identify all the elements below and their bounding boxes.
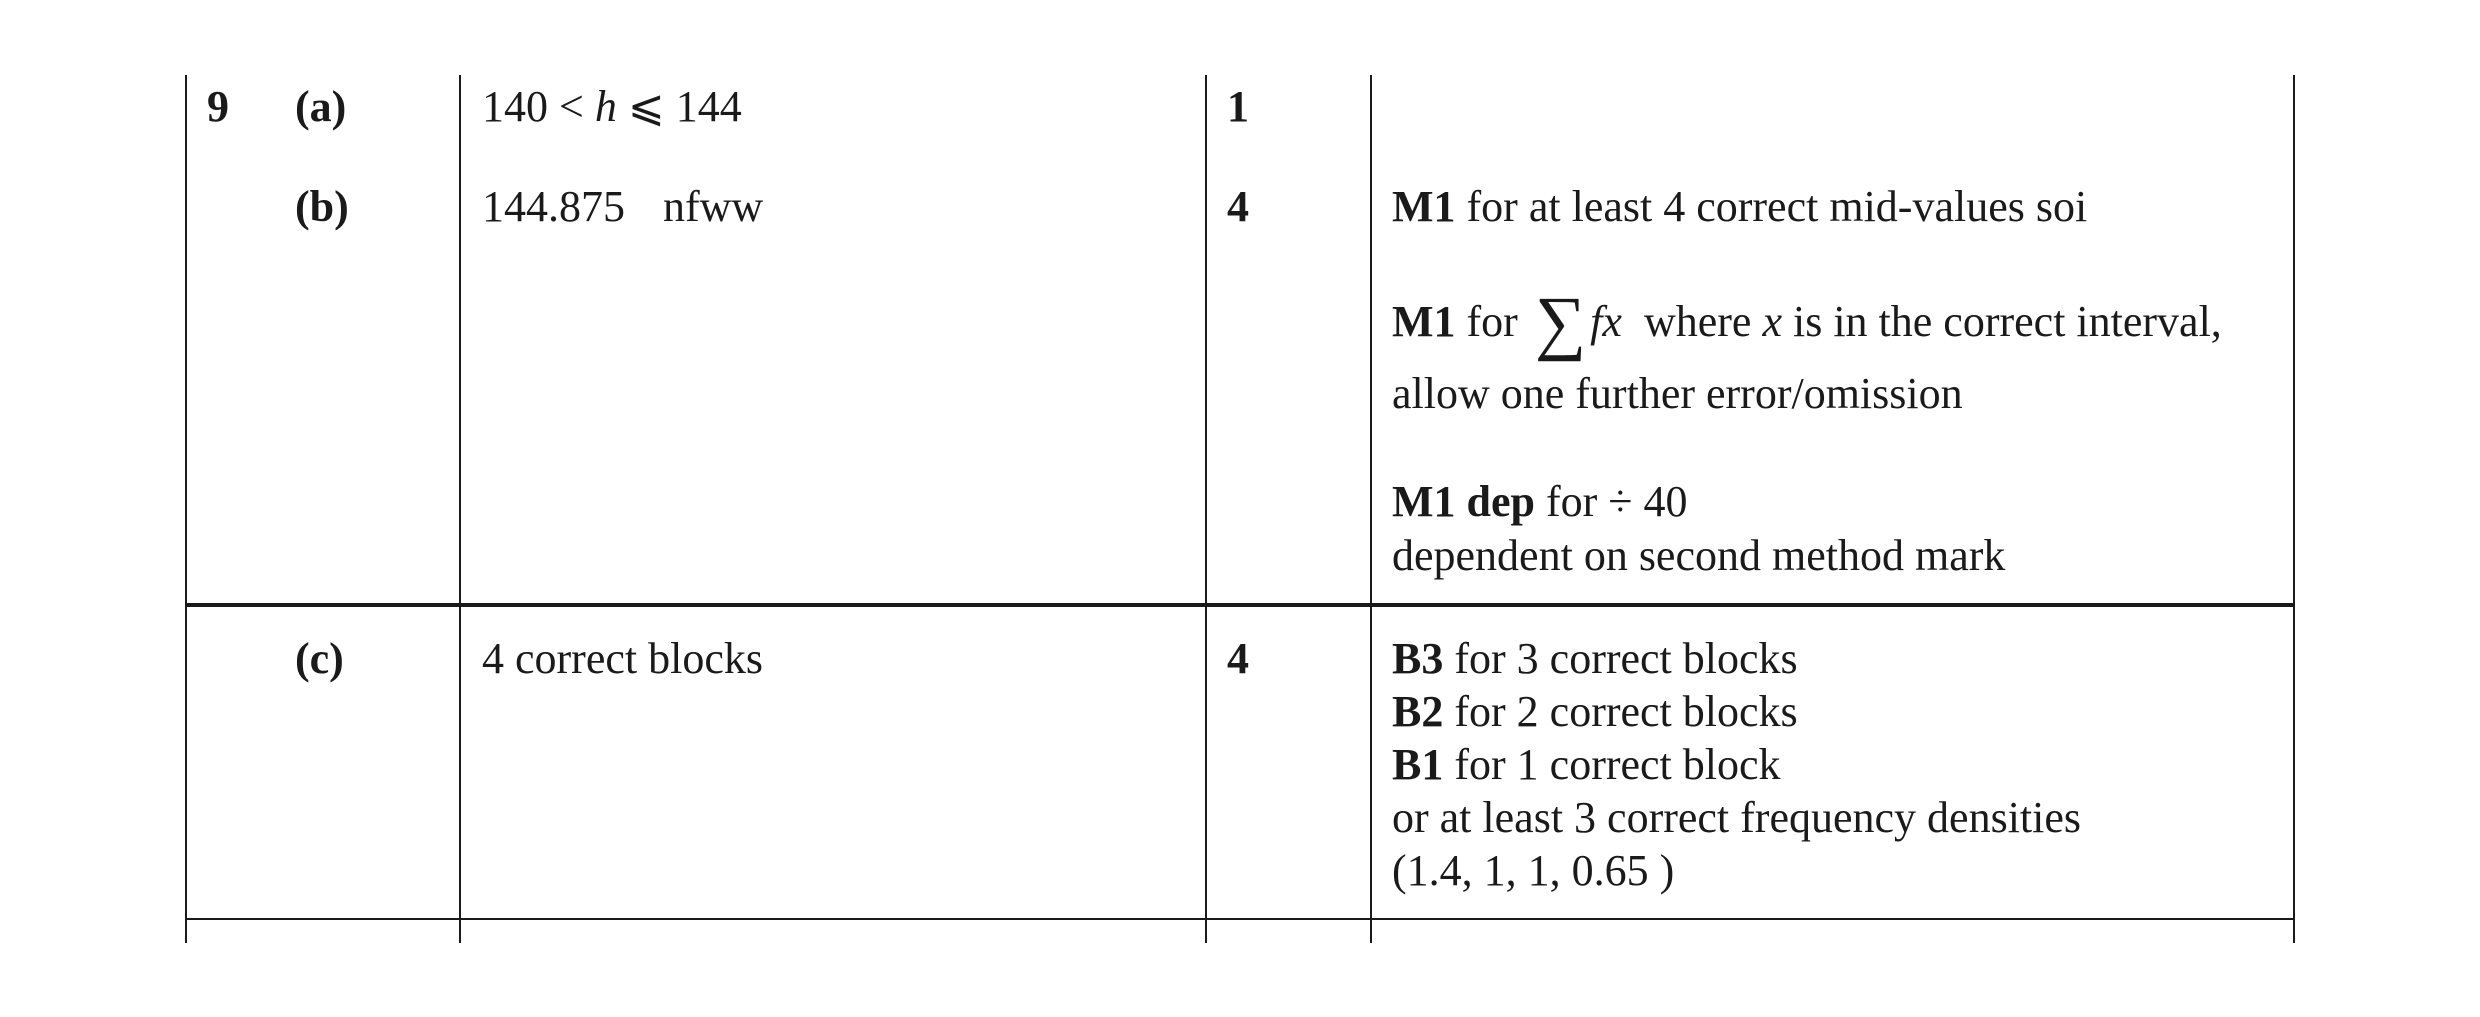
- answer-a-variable: h: [594, 82, 617, 131]
- answer-a-prefix: 140 <: [482, 82, 595, 131]
- guidance-c-b3-text: for 3 correct blocks: [1443, 634, 1798, 683]
- answer-b-value: 144.875: [482, 182, 625, 231]
- guidance-b-fx: fx: [1590, 297, 1622, 346]
- guidance-b-x: x: [1762, 297, 1782, 346]
- part-label-a: (a): [295, 82, 347, 131]
- row-separator-b-c: [185, 603, 2295, 607]
- table-border-right: [2293, 75, 2295, 943]
- column-divider-part: [459, 75, 461, 943]
- guidance-c-b1-label: B1: [1392, 740, 1444, 789]
- mark-c: 4: [1227, 634, 1249, 683]
- guidance-c-line1: [1392, 633, 1798, 685]
- row-separator-bottom: [185, 918, 2295, 920]
- mark-b: 4: [1227, 182, 1249, 231]
- guidance-b-m1-text: for at least 4 correct mid-values soi: [1455, 182, 2088, 231]
- guidance-b-m1dep-label: M1 dep: [1392, 477, 1535, 526]
- answer-a-suffix: ⩽ 144: [616, 82, 742, 131]
- answer-c: 4 correct blocks: [482, 634, 763, 683]
- part-label-b: (b): [295, 182, 349, 231]
- answer-b-extra: nfww: [663, 182, 764, 231]
- answer-b: [482, 181, 763, 233]
- guidance-c-line4: or at least 3 correct frequency densities: [1392, 793, 2082, 842]
- guidance-b-line1: [1392, 181, 2087, 233]
- guidance-b-line3: [1392, 476, 1687, 528]
- guidance-b-line2b: allow one further error/omission: [1392, 369, 1963, 418]
- guidance-b-line3b: dependent on second method mark: [1392, 531, 2006, 580]
- guidance-c-line5: (1.4, 1, 1, 0.65 ): [1392, 846, 1675, 895]
- guidance-b-line2: [1392, 282, 2222, 362]
- guidance-c-b3-label: B3: [1392, 634, 1444, 683]
- guidance-c-line2: [1392, 686, 1798, 738]
- mark-a: 1: [1227, 82, 1249, 131]
- table-border-left: [185, 75, 187, 943]
- column-divider-mark: [1370, 75, 1372, 943]
- answer-a: [482, 81, 742, 133]
- guidance-c-b2-label: B2: [1392, 687, 1444, 736]
- guidance-b-m1dep-text: for ÷ 40: [1535, 477, 1688, 526]
- sigma-symbol: ∑: [1534, 282, 1587, 362]
- column-divider-answer: [1205, 75, 1207, 943]
- guidance-c-b2-text: for 2 correct blocks: [1443, 687, 1798, 736]
- guidance-c-line3: [1392, 739, 1781, 791]
- part-label-c: (c): [295, 634, 344, 683]
- guidance-b-m1b-label: M1: [1392, 297, 1456, 346]
- guidance-b-where: where: [1621, 297, 1763, 346]
- guidance-b-m1b-for: for: [1455, 297, 1529, 346]
- guidance-b-rest: is in the correct interval,: [1781, 297, 2222, 346]
- guidance-c-b1-text: for 1 correct block: [1443, 740, 1781, 789]
- question-number: 9: [207, 82, 229, 131]
- guidance-b-m1-label: M1: [1392, 182, 1456, 231]
